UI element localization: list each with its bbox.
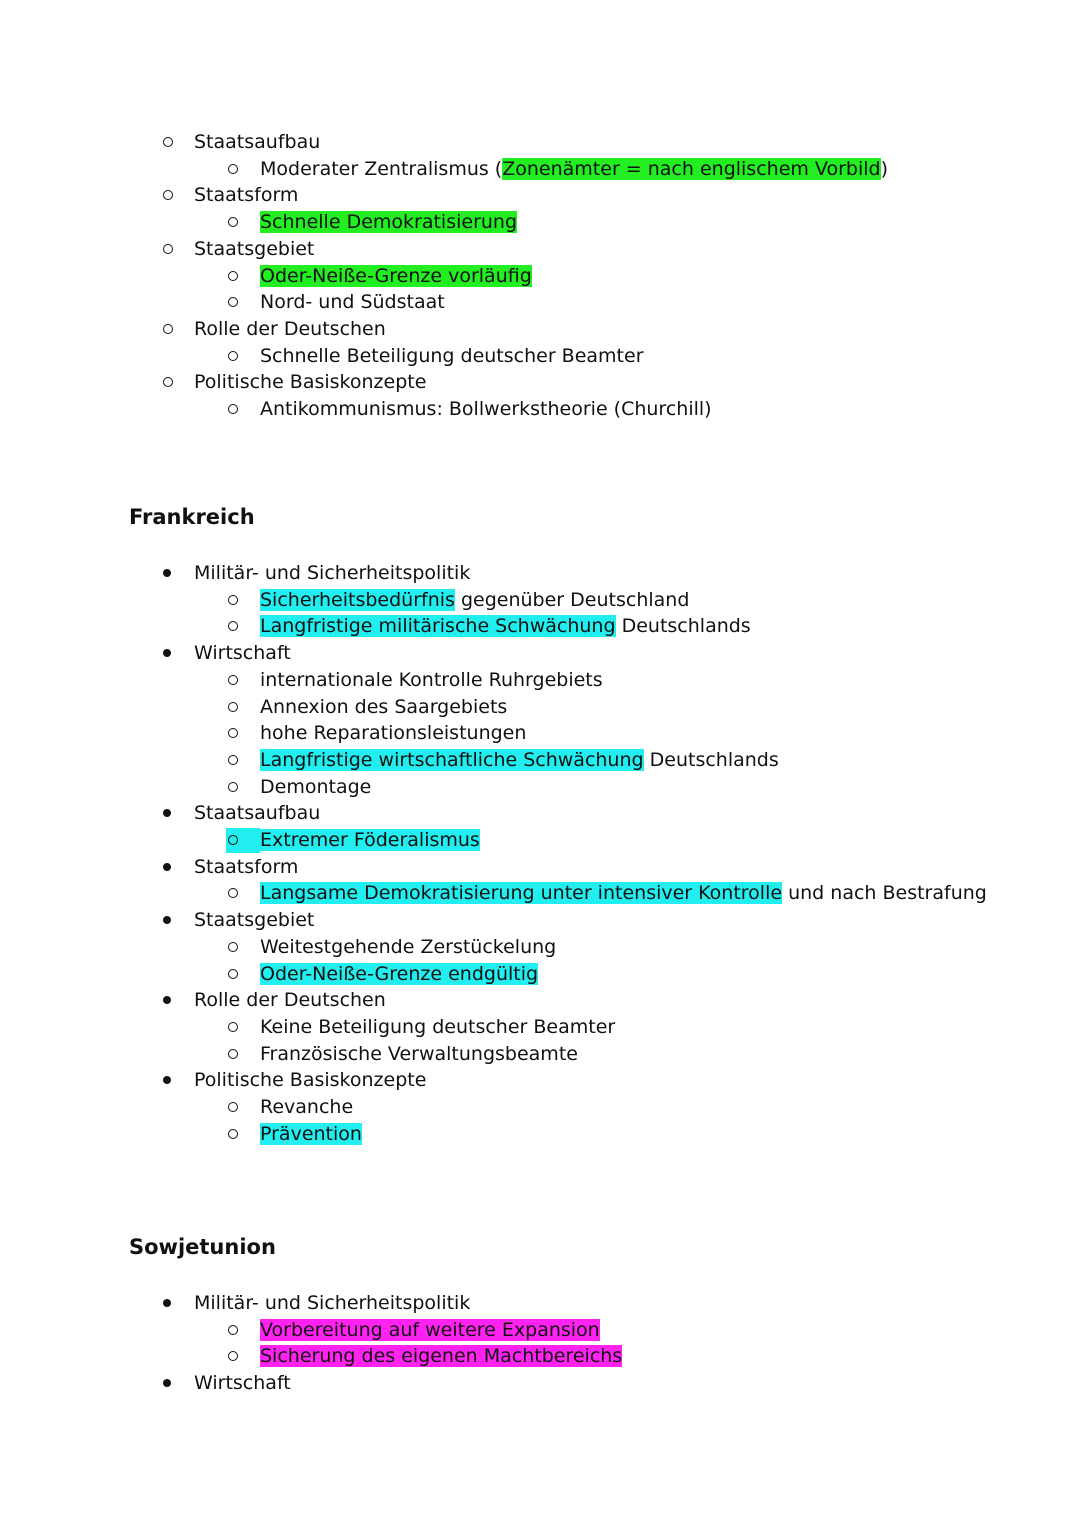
list-item-text	[260, 1014, 615, 1041]
text-segment: Deutschlands	[615, 615, 751, 638]
bullet-circle-icon	[228, 942, 238, 952]
text-segment: )	[880, 157, 888, 180]
highlighted-text: Extremer Föderalismus	[260, 829, 480, 851]
list-item-text: Politische Basiskonzepte	[194, 371, 427, 394]
bullet-circle-icon	[228, 728, 238, 738]
text-segment: Keine Beteiligung deutscher Beamter	[260, 1015, 616, 1038]
bullet-dot-icon	[163, 649, 171, 657]
bullet-circle-icon	[228, 835, 238, 845]
bullet-circle-icon	[228, 702, 238, 712]
list-item-text	[260, 263, 532, 290]
text-segment: Moderater Zentralismus (	[260, 157, 503, 180]
list-item-text	[260, 1121, 362, 1148]
list-item-text	[260, 343, 644, 370]
text-segment: Schnelle Beteiligung deutscher Beamter	[260, 344, 644, 367]
list-item-text	[260, 774, 371, 801]
list-item-text: Rolle der Deutschen	[194, 317, 386, 340]
text-segment: Annexion des Saargebiets	[260, 695, 508, 718]
bullet-dot-icon	[163, 1299, 171, 1307]
text-segment: internationale Kontrolle Ruhrgebiets	[260, 668, 603, 691]
list-item-text: Rolle der Deutschen	[194, 989, 386, 1012]
list-item-text	[260, 587, 689, 614]
highlighted-text: Zonenämter = nach englischem Vorbild	[502, 157, 881, 180]
list-item-text: Staatsform	[194, 184, 299, 207]
list-item-text	[260, 694, 507, 721]
text-segment: Französische Verwaltungsbeamte	[260, 1042, 578, 1065]
highlighted-text: Oder-Neiße-Grenze endgültig	[260, 962, 539, 985]
bullet-circle-icon	[228, 217, 238, 227]
section-heading-frankreich: Frankreich	[129, 505, 255, 529]
bullet-circle-icon	[228, 969, 238, 979]
list-item-text	[260, 1343, 622, 1370]
bullet-dot-icon	[163, 809, 171, 817]
bullet-circle-icon	[228, 755, 238, 765]
list-item-text	[260, 1094, 353, 1121]
bullet-circle-icon	[228, 621, 238, 631]
highlighted-text: Sicherung des eigenen Machtbereichs	[260, 1345, 623, 1368]
bullet-circle-icon	[228, 404, 238, 414]
bullet-dot-icon	[163, 916, 171, 924]
text-segment: Demontage	[260, 775, 372, 798]
bullet-circle-icon	[163, 324, 173, 334]
list-item-text	[260, 934, 556, 961]
highlighted-text: Langfristige wirtschaftliche Schwächung	[260, 748, 644, 771]
list-item-text	[260, 827, 480, 854]
bullet-dot-icon	[163, 1076, 171, 1084]
list-item-text	[260, 613, 751, 640]
bullet-circle-icon	[228, 1102, 238, 1112]
text-segment: Weitestgehende Zerstückelung	[260, 935, 557, 958]
bullet-circle-icon	[163, 377, 173, 387]
highlighted-text: Langfristige militärische Schwächung	[260, 615, 616, 638]
list-item-text	[260, 156, 888, 183]
list-item-text: Politische Basiskonzepte	[194, 1069, 427, 1092]
list-item-text: Wirtschaft	[194, 1372, 291, 1395]
bullet-dot-icon	[163, 996, 171, 1004]
highlighted-text: Sicherheitsbedürfnis	[260, 588, 455, 611]
bullet-circle-icon	[163, 244, 173, 254]
highlighted-text: Oder-Neiße-Grenze vorläufig	[260, 264, 532, 287]
bullet-circle-icon	[228, 888, 238, 898]
bullet-circle-icon	[228, 1049, 238, 1059]
bullet-dot-icon	[163, 863, 171, 871]
list-item-text	[260, 667, 603, 694]
list-item-text: Staatsgebiet	[194, 237, 315, 260]
list-item-text	[260, 209, 517, 236]
bullet-dot-icon	[163, 569, 171, 577]
list-item-text	[260, 747, 779, 774]
text-segment: gegenüber Deutschland	[454, 588, 690, 611]
bullet-circle-icon	[163, 190, 173, 200]
list-item-text: Militär- und Sicherheitspolitik	[194, 562, 471, 584]
list-item-text	[260, 289, 445, 316]
list-item-text: Militär- und Sicherheitspolitik	[194, 1292, 471, 1314]
bullet-circle-icon	[228, 271, 238, 281]
bullet-circle-icon	[228, 297, 238, 307]
list-item-text	[260, 1041, 578, 1068]
list-item-text: Staatsaufbau	[194, 131, 321, 153]
list-item-text: Staatsgebiet	[194, 909, 315, 932]
text-segment: Antikommunismus: Bollwerkstheorie (Churchill)	[260, 398, 712, 420]
bullet-circle-icon	[228, 595, 238, 605]
text-segment: Deutschlands	[643, 748, 779, 771]
text-segment: Revanche	[260, 1096, 354, 1118]
text-segment: und nach Bestrafung	[782, 882, 987, 905]
list-item-text	[260, 396, 712, 423]
bullet-circle-icon	[163, 137, 173, 147]
list-item-text: Staatsform	[194, 855, 299, 878]
bullet-circle-icon	[228, 1129, 238, 1139]
list-item-text: Wirtschaft	[194, 642, 291, 665]
bullet-circle-icon	[228, 1351, 238, 1361]
list-item-text	[260, 880, 987, 907]
bullet-circle-icon	[228, 675, 238, 685]
text-segment: Nord- und Südstaat	[260, 291, 445, 314]
text-segment: hohe Reparationsleistungen	[260, 722, 527, 745]
list-item-text	[260, 1317, 600, 1344]
bullet-circle-icon	[228, 1325, 238, 1335]
highlighted-text: Schnelle Demokratisierung	[260, 211, 518, 234]
bullet-circle-icon	[228, 351, 238, 361]
list-item-text	[260, 720, 526, 747]
bullet-circle-icon	[228, 782, 238, 792]
highlighted-text: Vorbereitung auf weitere Expansion	[260, 1318, 600, 1341]
section-heading-sowjetunion: Sowjetunion	[129, 1235, 276, 1259]
list-item-text: Staatsaufbau	[194, 802, 321, 825]
highlighted-text: Langsame Demokratisierung unter intensiver Kontrolle	[260, 882, 783, 905]
bullet-circle-icon	[228, 1022, 238, 1032]
bullet-dot-icon	[163, 1379, 171, 1387]
highlighted-text: Prävention	[260, 1122, 362, 1145]
bullet-circle-icon	[228, 164, 238, 174]
list-item-text	[260, 961, 538, 988]
